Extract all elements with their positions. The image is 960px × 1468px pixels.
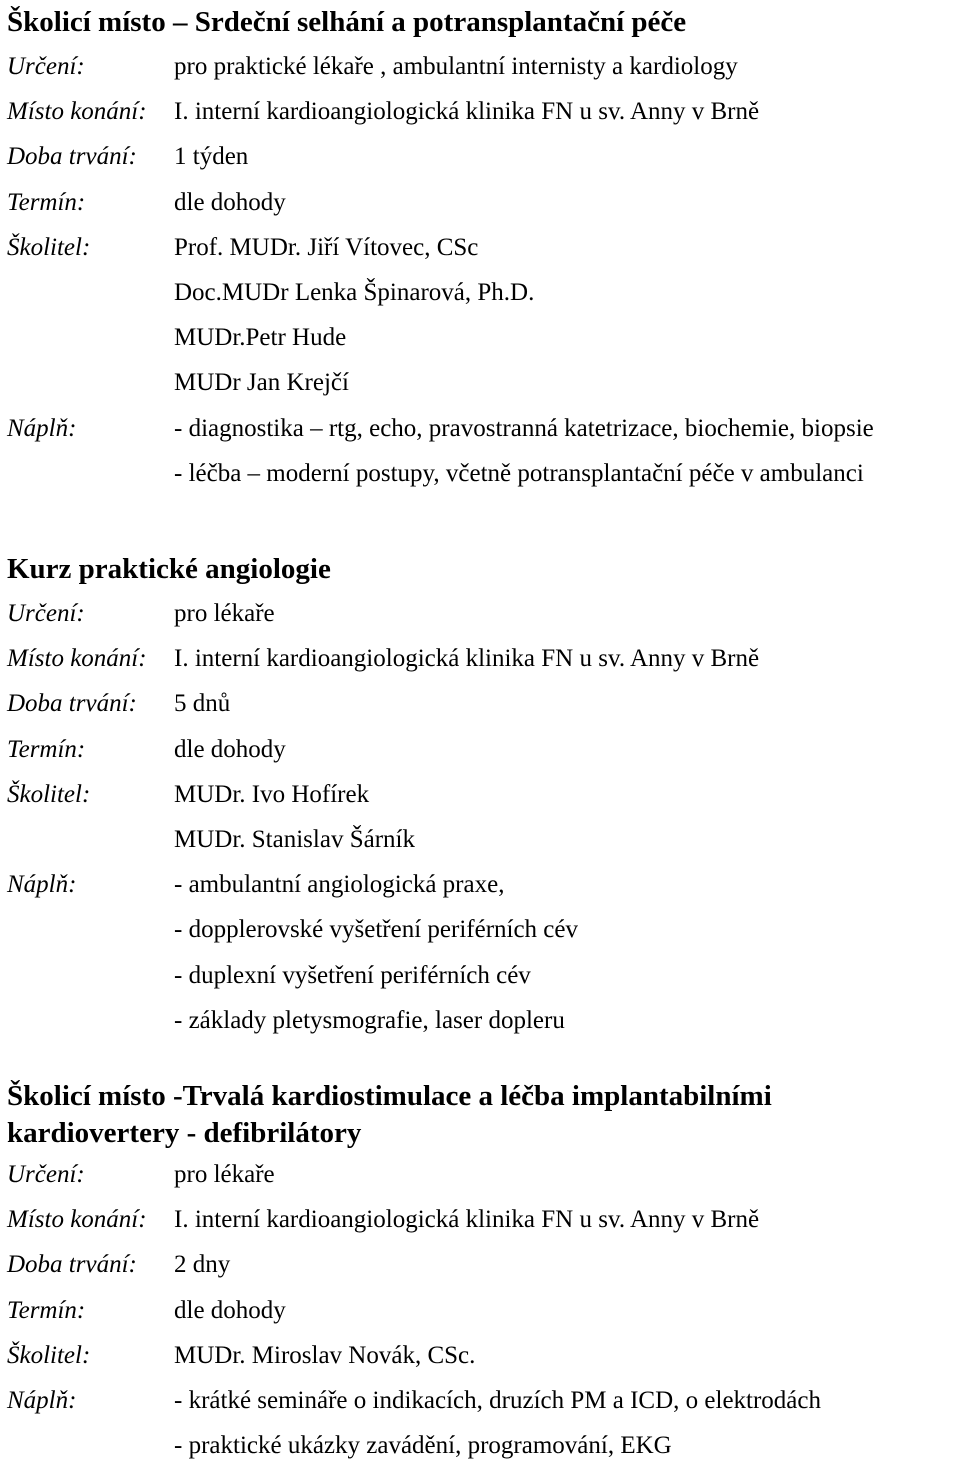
value-skolitel: MUDr Jan Krejčí bbox=[174, 369, 349, 397]
value-urceni: pro lékaře bbox=[174, 600, 275, 627]
label-napln: Náplň: bbox=[7, 1386, 77, 1414]
value-napln: - ambulantní angiologická praxe, bbox=[174, 871, 505, 899]
label-doba-trvani: Doba trvání: bbox=[7, 1251, 137, 1279]
label-napln: Náplň: bbox=[7, 414, 77, 442]
row-skolitel-3 bbox=[7, 315, 874, 360]
row-termin bbox=[7, 727, 759, 772]
row-skolitel bbox=[7, 1333, 821, 1378]
section-title-line-2: kardiovertery - defibrilátory bbox=[7, 1117, 362, 1149]
row-urceni bbox=[7, 591, 759, 636]
value-napln: - léčba – moderní postupy, včetně potransplantační péče v ambulanci bbox=[174, 459, 864, 487]
row-napln-3 bbox=[7, 953, 759, 998]
value-skolitel: MUDr. Ivo Hofírek bbox=[174, 780, 370, 808]
label-skolitel: Školitel: bbox=[7, 780, 91, 808]
label-urceni: Určení: bbox=[7, 600, 85, 627]
label-napln: Náplň: bbox=[7, 871, 77, 899]
row-skolitel bbox=[7, 225, 874, 270]
value-skolitel: MUDr.Petr Hude bbox=[174, 324, 347, 352]
value-napln: - duplexní vyšetření periférních cév bbox=[174, 961, 531, 989]
value-termin: dle dohody bbox=[174, 1296, 286, 1324]
value-termin: dle dohody bbox=[174, 188, 286, 216]
row-skolitel-4 bbox=[7, 360, 874, 405]
row-termin bbox=[7, 1288, 821, 1333]
row-skolitel-2 bbox=[7, 270, 874, 315]
row-termin bbox=[7, 180, 874, 225]
value-napln: - praktické ukázky zavádění, programování, EKG bbox=[174, 1432, 672, 1460]
label-urceni: Určení: bbox=[7, 53, 85, 80]
value-doba-trvani: 2 dny bbox=[174, 1251, 231, 1279]
value-misto-konani: I. interní kardioangiologická klinika FN u sv. Anny v Brně bbox=[174, 645, 760, 673]
section-title-line-1: Školicí místo -Trvalá kardiostimulace a léčba implantabilními bbox=[7, 1080, 772, 1112]
label-termin: Termín: bbox=[7, 735, 86, 763]
row-napln bbox=[7, 406, 874, 451]
value-napln: - krátké semináře o indikacích, druzích PM a ICD, o elektrodách bbox=[174, 1386, 821, 1414]
section-kurz-angiologie bbox=[7, 551, 759, 1043]
label-doba-trvani: Doba trvání: bbox=[7, 690, 137, 718]
row-urceni bbox=[7, 1152, 821, 1197]
row-napln-2 bbox=[7, 907, 759, 952]
label-doba-trvani: Doba trvání: bbox=[7, 143, 137, 171]
value-skolitel: Doc.MUDr Lenka Špinarová, Ph.D. bbox=[174, 278, 535, 306]
label-misto-konani: Místo konání: bbox=[7, 1206, 147, 1234]
row-napln bbox=[7, 1378, 821, 1423]
section-kardiostimulace bbox=[7, 1078, 821, 1468]
row-skolitel bbox=[7, 772, 759, 817]
value-napln: - dopplerovské vyšetření periférních cév bbox=[174, 916, 579, 944]
row-doba-trvani bbox=[7, 1242, 821, 1287]
value-napln: - diagnostika – rtg, echo, pravostranná katetrizace, biochemie, biopsie bbox=[174, 414, 874, 442]
value-skolitel: MUDr. Stanislav Šárník bbox=[174, 825, 415, 853]
value-urceni: pro lékaře bbox=[174, 1161, 275, 1188]
row-napln-4 bbox=[7, 998, 759, 1043]
section-title: Kurz praktické angiologie bbox=[7, 553, 331, 585]
row-urceni bbox=[7, 44, 874, 89]
value-urceni: pro praktické lékaře , ambulantní internisty a kardiology bbox=[174, 53, 738, 80]
label-termin: Termín: bbox=[7, 188, 86, 216]
value-misto-konani: I. interní kardioangiologická klinika FN u sv. Anny v Brně bbox=[174, 98, 760, 126]
section-title: Školicí místo – Srdeční selhání a potransplantační péče bbox=[7, 6, 687, 38]
value-termin: dle dohody bbox=[174, 735, 286, 763]
label-misto-konani: Místo konání: bbox=[7, 98, 147, 126]
value-doba-trvani: 1 týden bbox=[174, 143, 249, 171]
label-urceni: Určení: bbox=[7, 1161, 85, 1188]
row-doba-trvani bbox=[7, 134, 874, 179]
section-srdecni-selhani bbox=[7, 4, 874, 496]
row-napln-2 bbox=[7, 1423, 821, 1468]
label-misto-konani: Místo konání: bbox=[7, 645, 147, 673]
row-misto-konani bbox=[7, 89, 874, 134]
row-misto-konani bbox=[7, 636, 759, 681]
label-skolitel: Školitel: bbox=[7, 233, 91, 261]
value-skolitel: Prof. MUDr. Jiří Vítovec, CSc bbox=[174, 233, 479, 261]
row-misto-konani bbox=[7, 1197, 821, 1242]
value-misto-konani: I. interní kardioangiologická klinika FN u sv. Anny v Brně bbox=[174, 1206, 760, 1234]
label-skolitel: Školitel: bbox=[7, 1341, 91, 1369]
row-napln bbox=[7, 862, 759, 907]
value-doba-trvani: 5 dnů bbox=[174, 690, 231, 718]
row-skolitel-2 bbox=[7, 817, 759, 862]
value-skolitel: MUDr. Miroslav Novák, CSc. bbox=[174, 1341, 476, 1369]
value-napln: - základy pletysmografie, laser dopleru bbox=[174, 1006, 565, 1034]
label-termin: Termín: bbox=[7, 1296, 86, 1324]
row-napln-2 bbox=[7, 451, 874, 496]
row-doba-trvani bbox=[7, 681, 759, 726]
